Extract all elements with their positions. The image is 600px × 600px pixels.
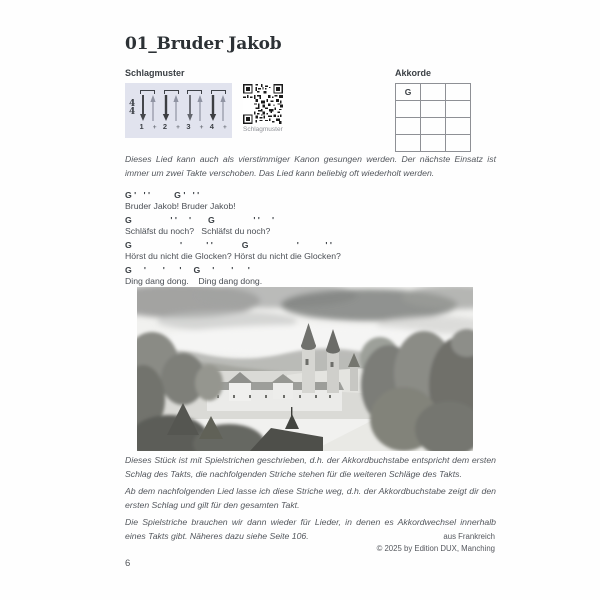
lyrics-block xyxy=(125,190,341,290)
downstroke-upstroke-arrows xyxy=(139,95,157,121)
akkorde-heading: Akkorde xyxy=(395,68,432,78)
beam-bracket xyxy=(187,90,202,94)
chord-line: G ' ' ' G ' ' ' xyxy=(125,190,200,200)
song-line xyxy=(125,190,341,212)
chord-cell: G xyxy=(396,84,421,101)
canon-note: Dieses Lied kann auch als vierstimmiger Kanon gesungen werden. Der nächste Einsatz ist immer um zwei Takte verschoben. Das Lied kann beliebig oft wiederholt werden. xyxy=(125,154,496,178)
beat-group-3 xyxy=(183,90,206,131)
chord-cell xyxy=(421,135,446,152)
page-number: 6 xyxy=(125,558,131,569)
table-row xyxy=(396,84,471,101)
note-paragraph: Die Spielstriche brauchen wir dann wieder für Lieder, in denen es Akkordwechsel innerhalb eines Takts gibt. Näheres dazu siehe Seite 106. xyxy=(125,517,496,541)
beam-bracket xyxy=(164,90,179,94)
beat-and: + xyxy=(152,124,157,131)
chord-line: G ' ' ' G ' ' ' xyxy=(125,240,332,250)
chord-cell xyxy=(421,84,446,101)
beat-count: 3 xyxy=(186,122,191,131)
chord-line: G ' ' ' G ' ' ' xyxy=(125,265,250,275)
song-line xyxy=(125,265,341,287)
beat-and: + xyxy=(223,124,227,131)
chord-cell xyxy=(446,101,471,118)
lyric-line: Ding dang dong. Ding dang dong. xyxy=(125,276,263,286)
table-row xyxy=(396,118,471,135)
song-line xyxy=(125,240,341,262)
beat-and: + xyxy=(199,124,204,131)
lyric-line: Bruder Jakob! Bruder Jakob! xyxy=(125,201,236,211)
beam-bracket xyxy=(140,90,155,94)
beat-group-2 xyxy=(160,90,183,131)
downstroke-upstroke-arrows xyxy=(162,95,180,121)
chord-cell xyxy=(396,135,421,152)
page-title: 01_Bruder Jakob xyxy=(125,34,282,54)
time-signature-top: 4 xyxy=(129,98,136,109)
beam-bracket xyxy=(211,90,226,94)
song-origin: aus Frankreich xyxy=(443,532,495,541)
lyric-line: Schläfst du noch? Schläfst du noch? xyxy=(125,226,271,236)
village-landscape-photo xyxy=(137,287,473,451)
beat-count: 2 xyxy=(162,122,168,131)
chord-cell xyxy=(446,135,471,152)
beat-and: + xyxy=(176,124,180,131)
note-paragraph: Dieses Stück ist mit Spielstrichen geschrieben, d.h. der Akkordbuchstabe entspricht dem ersten Schlag des Takts, die nachfolgenden Striche stehen für die weiteren Schläge des Takts. xyxy=(125,455,496,479)
table-row xyxy=(396,101,471,118)
strumming-pattern xyxy=(125,83,232,138)
chord-cell xyxy=(421,118,446,135)
song-line xyxy=(125,215,341,237)
beat-count: 4 xyxy=(209,122,214,131)
chord-table xyxy=(395,83,471,152)
downstroke-upstroke-arrows xyxy=(209,95,227,121)
lyric-line: Hörst du nicht die Glocken? Hörst du nicht die Glocken? xyxy=(125,251,341,261)
qr-code-label: Schlagmuster xyxy=(243,126,283,133)
chord-cell xyxy=(396,101,421,118)
note-paragraph: Ab dem nachfolgenden Lied lasse ich diese Striche weg, d.h. der Akkordbuchstabe zeigt dir den ersten Schlag und gilt für den gesamten Takt. xyxy=(125,486,496,510)
table-row xyxy=(396,135,471,152)
beat-group-4 xyxy=(207,90,230,131)
time-signature-bottom: 4 xyxy=(129,106,136,117)
chord-cell xyxy=(446,118,471,135)
chord-cell xyxy=(396,118,421,135)
copyright-line: © 2025 by Edition DUX, Manching xyxy=(376,543,495,553)
time-signature xyxy=(129,100,135,116)
credits xyxy=(377,531,495,554)
chord-cell xyxy=(446,84,471,101)
qr-code xyxy=(243,84,283,124)
downstroke-upstroke-arrows xyxy=(186,95,204,121)
schlagmuster-heading: Schlagmuster xyxy=(125,68,185,78)
chord-line: G ' ' ' G ' ' ' xyxy=(125,215,275,225)
chord-cell xyxy=(421,101,446,118)
beat-count: 1 xyxy=(139,122,144,131)
beat-group-1 xyxy=(136,90,159,131)
